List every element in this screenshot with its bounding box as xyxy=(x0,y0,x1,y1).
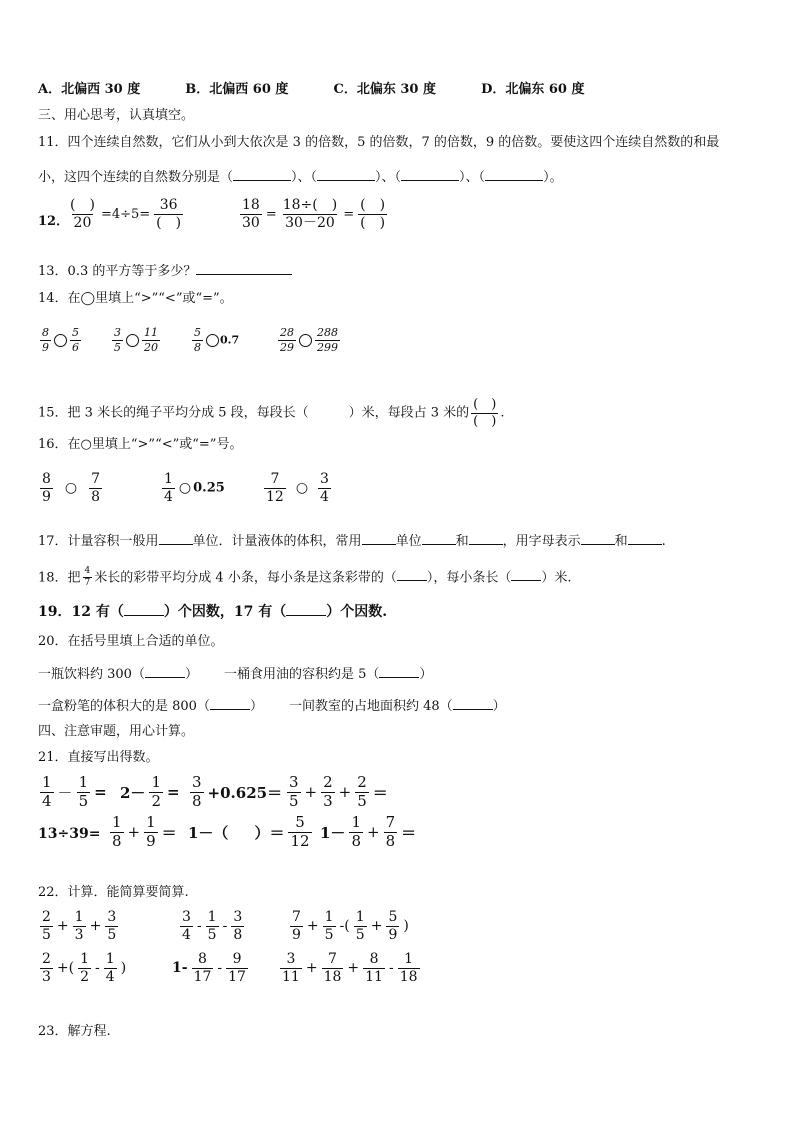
q12-number: 12． xyxy=(38,214,70,229)
compare-circle-icon[interactable] xyxy=(126,334,139,347)
compare-circle-icon[interactable]: ○ xyxy=(64,480,78,497)
q21-expr-7: 1－（ ）＝ $\frac{5}{12}$ xyxy=(188,813,310,850)
q21-expr-1: $\frac{1}{4}$ － $\frac{1}{5}$ = xyxy=(42,773,107,810)
q13: 13．0.3 的平方等于多少？ xyxy=(38,262,292,280)
q20-blank-4[interactable] xyxy=(453,697,493,710)
q17-blank-6[interactable] xyxy=(628,532,662,545)
q14-prompt: 14．在◯里填上“>”“<”或“=”。 xyxy=(38,291,233,306)
q21-expr-5: 13÷39= xyxy=(38,826,101,842)
compare-circle-icon[interactable] xyxy=(206,334,219,347)
q16-item-3: $\frac{7}{12}$ ○ $\frac{3}{4}$ xyxy=(266,471,329,505)
q17-blank-2[interactable] xyxy=(362,532,396,545)
choice-d: D．北偏东 60 度 xyxy=(481,82,585,97)
q19-blank-1[interactable] xyxy=(124,603,164,616)
q22-expr-2: $\frac{3}{4}$ - $\frac{1}{5}$ - $\frac{3}{8}$ xyxy=(182,909,243,943)
q22-expr-5: 1- $\frac{8}{17}$ - $\frac{9}{17}$ xyxy=(172,951,246,985)
q19-blank-2[interactable] xyxy=(286,603,326,616)
choice-b: B．北偏西 60 度 xyxy=(185,82,289,97)
q20-row-1: 一瓶饮料约 300（ ） 一桶食用油的容积约是 5（ ） xyxy=(38,667,433,682)
q12-blank-den[interactable]: ( ) xyxy=(156,214,182,231)
choice-c: C．北偏东 30 度 xyxy=(333,82,436,97)
q15-frac-den[interactable]: ( ) xyxy=(473,413,497,429)
q23-prompt: 23．解方程. xyxy=(38,1024,111,1039)
q18-blank-1[interactable] xyxy=(397,568,427,581)
q12-blank-num2[interactable]: ( ) xyxy=(360,197,386,213)
choice-row xyxy=(38,82,584,98)
q20-blank-3[interactable] xyxy=(210,697,250,710)
q22-expr-6: $\frac{3}{11}$ + $\frac{7}{18}$ + $\frac{8}{11}$ - $\frac{1}{18}$ xyxy=(282,951,418,985)
q21-prompt: 21．直接写出得数。 xyxy=(38,750,159,765)
q15: 15．把 3 米长的绳子平均分成 5 段，每段长（ ）米，每段占 3 米的 $\frac{( )}{( )}$ . xyxy=(38,397,505,429)
q21-expr-2: 2－ $\frac{1}{2}$ = xyxy=(120,773,180,810)
q21-expr-4: $\frac{3}{5}$ + $\frac{2}{3}$ + $\frac{2}{5}$ ＝ xyxy=(289,773,388,810)
compare-circle-icon[interactable]: ○ xyxy=(295,480,309,497)
section-4-heading: 四、注意审题，用心计算。 xyxy=(38,724,195,739)
q11-blank-2[interactable] xyxy=(317,168,375,181)
compare-circle-icon[interactable]: ○ xyxy=(178,480,192,497)
q19: 19．12 有（ ）个因数，17 有（ ）个因数. xyxy=(38,604,388,620)
q20-blank-1[interactable] xyxy=(145,665,185,678)
q12-blank-num[interactable]: ( ) xyxy=(70,197,95,213)
q17-blank-5[interactable] xyxy=(581,532,615,545)
q22-expr-4: $\frac{2}{3}$ +( $\frac{1}{2}$ - $\frac{1}{4}$ ) xyxy=(42,951,127,985)
q18: 18．把 $\frac{4}{7}$ 米长的彩带平均分成 4 小条，每小条是这条彩带的（ ），每小条长（ ）米. xyxy=(38,566,572,589)
q20-blank-2[interactable] xyxy=(379,665,419,678)
compare-circle-icon[interactable] xyxy=(299,334,312,347)
q12-expr-right: $\frac{18}{30}$ = $\frac{18\div( )}{30-20}$ = $\frac{( )}{( )}$ xyxy=(242,197,386,231)
q22-expr-3: $\frac{7}{9}$ + $\frac{1}{5}$ -( $\frac{1}{5}$ + $\frac{5}{9}$ ) xyxy=(292,909,409,943)
q20-prompt: 20．在括号里填上合适的单位。 xyxy=(38,634,224,649)
q21-expr-6: $\frac{1}{8}$ + $\frac{1}{9}$ ＝ xyxy=(112,813,177,850)
q11-blank-4[interactable] xyxy=(485,168,543,181)
q17: 17．计量容积一般用 单位．计量液体的体积，常用 单位 和 ，用字母表示 和 . xyxy=(38,534,666,549)
q12-blank-den2[interactable]: ( ) xyxy=(360,214,386,231)
section-3-heading: 三、用心思考，认真填空。 xyxy=(38,108,195,123)
q14-item-3: $\frac{5}{8}$ 0.7 xyxy=(194,326,240,354)
q22-prompt: 22．计算．能简算要简算. xyxy=(38,885,189,900)
q12-blank-div[interactable]: 18÷( ) xyxy=(282,197,338,213)
q22-expr-1: $\frac{2}{5}$ + $\frac{1}{3}$ + $\frac{3}{5}$ xyxy=(42,909,117,943)
q11-blank-3[interactable] xyxy=(401,168,459,181)
q11-blank-1[interactable] xyxy=(233,168,291,181)
q17-blank-1[interactable] xyxy=(159,532,193,545)
q15-frac-num[interactable]: ( ) xyxy=(473,397,497,412)
q17-blank-4[interactable] xyxy=(469,532,503,545)
q11-line1: 11．四个连续自然数，它们从小到大依次是 3 的倍数，5 的倍数，7 的倍数，9 的倍数。要使这四个连续自然数的和最 xyxy=(38,135,720,150)
q20-row-2: 一盒粉笔的体积大的是 800（ ） 一间教室的占地面积约 48（ ） xyxy=(38,699,506,714)
q18-blank-2[interactable] xyxy=(511,568,541,581)
q12-expr-left: $\frac{( )}{20}$ =4÷5= $\frac{36}{( )}$ xyxy=(70,197,182,231)
q16-item-2: $\frac{1}{4}$ ○ 0.25 xyxy=(164,471,225,505)
q21-expr-3: $\frac{3}{8}$ +0.625＝ xyxy=(192,773,283,810)
q16-item-1: $\frac{8}{9}$ ○ $\frac{7}{8}$ xyxy=(42,471,101,505)
q14-item-2: $\frac{3}{5}$ $\frac{11}{20}$ xyxy=(114,326,158,354)
q16-prompt: 16．在○里填上“>”“<”或“=”号。 xyxy=(38,437,243,452)
choice-a: A．北偏西 30 度 xyxy=(38,82,141,97)
q13-blank[interactable] xyxy=(196,262,292,275)
q17-blank-3[interactable] xyxy=(422,532,456,545)
q14-item-4: $\frac{28}{29}$ $\frac{288}{299}$ xyxy=(280,326,338,354)
q14-item-1: $\frac{8}{9}$ $\frac{5}{6}$ xyxy=(42,326,79,354)
compare-circle-icon[interactable] xyxy=(54,334,67,347)
q21-expr-8: 1－ $\frac{1}{8}$ + $\frac{7}{8}$ ＝ xyxy=(320,813,417,850)
q11-line2: 小，这四个连续的自然数分别是（ ）、（ ）、（ ）、（ ）。 xyxy=(38,170,563,185)
